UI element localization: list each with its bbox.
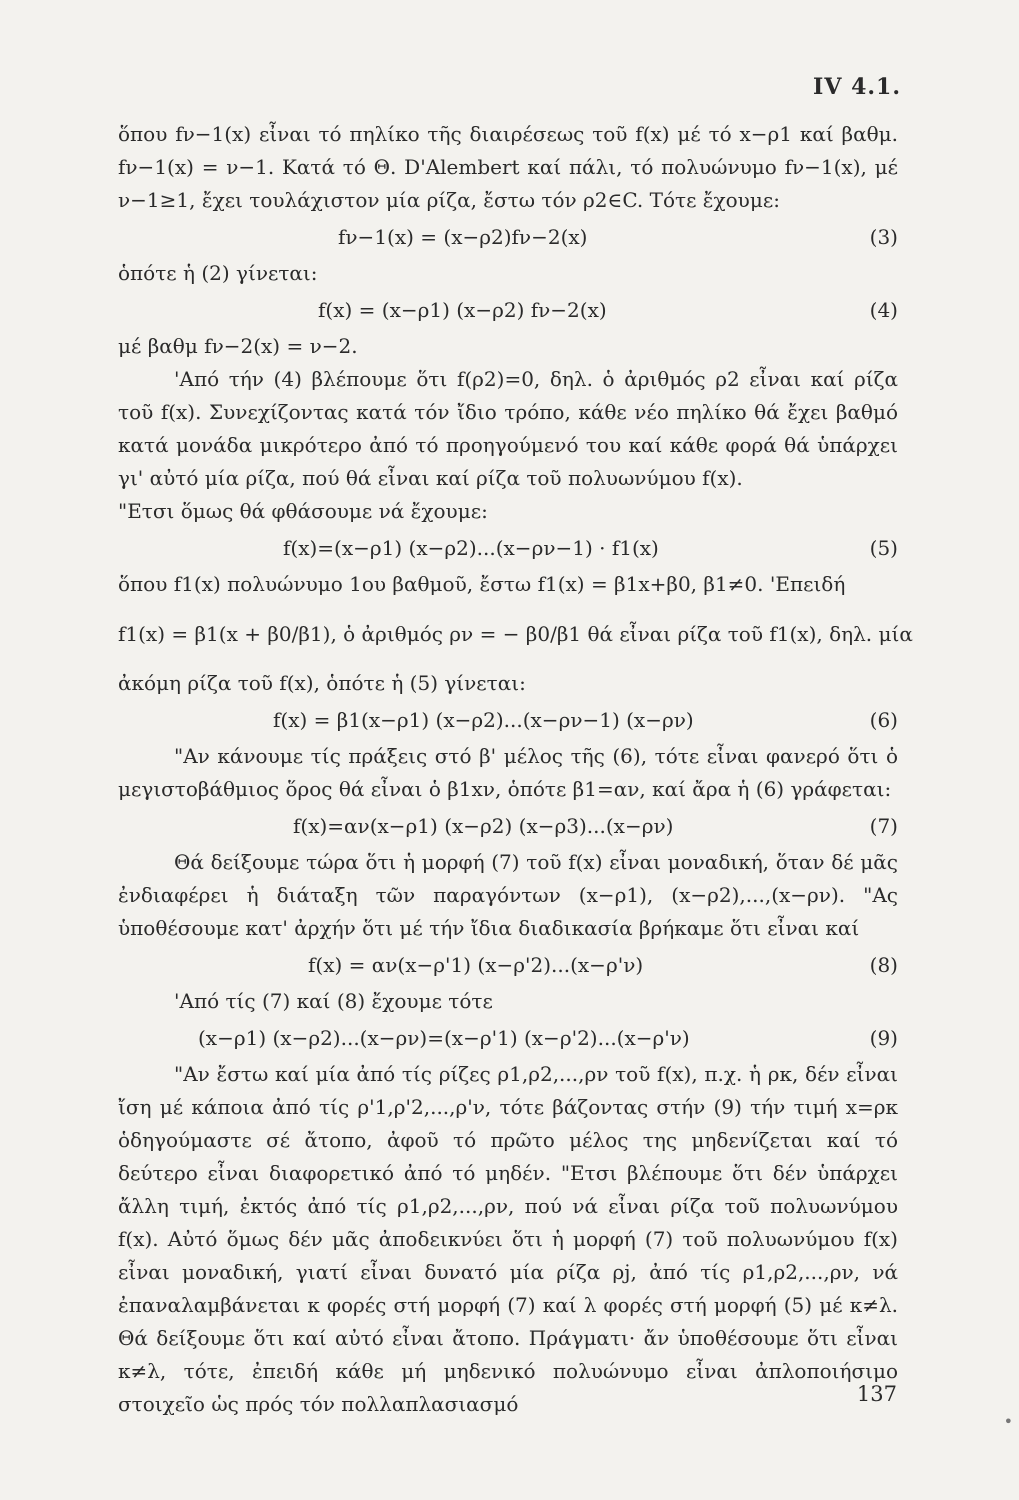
section-header: IV 4.1. [813,74,901,100]
equation-8-expr: f(x) = αν(x−ρ'1) (x−ρ'2)...(x−ρ'ν) [308,953,644,977]
paragraph-10: 'Από τίς (7) καί (8) ἔχουμε τότε [174,989,493,1013]
equation-8 [118,945,898,985]
equation-9-expr: (x−ρ1) (x−ρ2)...(x−ρν)=(x−ρ'1) (x−ρ'2)...(x−ρ'ν) [198,1026,690,1050]
paragraph-11: "Αν ἔστω καί μία ἀπό τίς ρίζες ρ1,ρ2,...,ρν τοῦ f(x), π.χ. ἡ ρκ, δέν εἶναι ἴση μέ κάποια ἀπό τίς ρ'1,ρ'2,...,ρ'ν, τότε βάζοντας στήν (9) τήν τιμή x=ρκ ὁδηγούμαστε σέ ἄτοπο, ἀφοῦ τό πρῶτο μέλος της μηδενίζεται καί τό δεύτερο εἶναι διαφορετικό ἀπό τό μηδέν. "Ετσι βλέπουμε ὅτι δέν ὑπάρχει ἄλλη τιμή, ἐκτός ἀπό τίς ρ1,ρ2,...,ρν, πού νά εἶναι ρίζα τοῦ πολυωνύμου f(x). Αὐτό ὅμως δέν μᾶς ἀποδεικνύει ὅτι ἡ μορφή (7) τοῦ πολυωνύμου f(x) εἶναι μοναδική, γιατί εἶναι δυνατό μία ρίζα ρj, ἀπό τίς ρ1,ρ2,...,ρν, νά ἐπαναλαμβάνεται κ φορές στή μορφή (7) καί λ φορές στή μορφή (5) μέ κ≠λ. Θά δείξουμε ὅτι καί αὐτό εἶναι ἄτοπο. Πράγματι· ἄν ὑποθέσουμε ὅτι εἶναι κ≠λ, τότε, ἐπειδή κάθε μή μηδενικό πολυώνυμο εἶναι ἀπλοποιήσιμο στοιχεῖο ὡς πρός τόν πολλαπλασιασμό [118,1062,898,1416]
equation-9 [118,1018,898,1058]
paragraph-8: "Αν κάνουμε τίς πράξεις στό β' μέλος τῆς (6), τότε εἶναι φανερό ὅτι ὁ μεγιστοβάθμιος ὅρος θά εἶναι ὁ β1xν, ὁπότε β1=αν, καί ἄρα ἡ (6) γράφεται: [118,744,898,801]
paragraph-2: ὁπότε ἡ (2) γίνεται: [118,261,318,285]
equation-3 [118,217,898,257]
page-number: 137 [856,1382,897,1406]
equation-7-expr: f(x)=αν(x−ρ1) (x−ρ2) (x−ρ3)...(x−ρν) [293,814,674,838]
equation-6-expr: f(x) = β1(x−ρ1) (x−ρ2)...(x−ρν−1) (x−ρν) [273,708,694,732]
paragraph-3: μέ βαθμ fν−2(x) = ν−2. [118,334,358,358]
equation-4-expr: f(x) = (x−ρ1) (x−ρ2) fν−2(x) [318,298,607,322]
equation-7-number: (7) [869,814,898,838]
equation-4-number: (4) [869,298,898,322]
equation-9-number: (9) [869,1026,898,1050]
equation-7 [118,806,898,846]
equation-3-expr: fν−1(x) = (x−ρ2)fν−2(x) [338,225,588,249]
page-body [118,118,913,1421]
equation-5 [118,528,898,568]
paragraph-4: 'Από τήν (4) βλέπουμε ὅτι f(ρ2)=0, δηλ. ὁ ἀριθμός ρ2 εἶναι καί ρίζα τοῦ f(x). Συνεχίζοντας κατά τόν ἴδιο τρόπο, κάθε νέο πηλίκο θά ἔχει βαθμό κατά μονάδα μικρότερο ἀπό τό προηγούμενό του καί κάθε φορά θά ὑπάρχει γι' αὐτό μία ρίζα, πού θά εἶναι καί ρίζα τοῦ πολυωνύμου f(x). [118,367,898,490]
equation-5-number: (5) [869,536,898,560]
paragraph-5: "Ετσι ὅμως θά φθάσουμε νά ἔχουμε: [118,499,488,523]
paragraph-6: ὅπου f1(x) πολυώνυμο 1ου βαθμοῦ, ἔστω f1(x) = β1x+β0, β1≠0. 'Επειδή [118,572,846,596]
equation-8-number: (8) [869,953,898,977]
equation-6 [118,700,898,740]
equation-f1 [118,601,913,667]
equation-f1-expr: f1(x) = β1(x + β0/β1), ὁ ἀριθμός ρν = − β0/β1 θά εἶναι ρίζα τοῦ f1(x), δηλ. μία [118,622,913,646]
equation-3-number: (3) [869,225,898,249]
bullet-mark-icon: • [1003,1412,1013,1431]
equation-6-number: (6) [869,708,898,732]
paragraph-9: Θά δείξουμε τώρα ὅτι ἡ μορφή (7) τοῦ f(x) εἶναι μοναδική, ὅταν δέ μᾶς ἐνδιαφέρει ἡ διάταξη τῶν παραγόντων (x−ρ1), (x−ρ2),...,(x−ρν). "Ας ὑποθέσουμε κατ' ἀρχήν ὅτι μέ τήν ἴδια διαδικασία βρήκαμε ὅτι εἶναι καί [118,850,898,940]
paragraph-7: ἀκόμη ρίζα τοῦ f(x), ὁπότε ἡ (5) γίνεται: [118,671,526,695]
paragraph-1: ὅπου fν−1(x) εἶναι τό πηλίκο τῆς διαιρέσεως τοῦ f(x) μέ τό x−ρ1 καί βαθμ. fν−1(x) = ν−1. Κατά τό Θ. D'Alembert καί πάλι, τό πολυώνυμο fν−1(x), μέ ν−1≥1, ἔχει τουλάχιστον μία ρίζα, ἔστω τόν ρ2∈C. Τότε ἔχουμε: [118,122,898,212]
equation-5-expr: f(x)=(x−ρ1) (x−ρ2)...(x−ρν−1) · f1(x) [283,536,659,560]
equation-4 [118,290,898,330]
